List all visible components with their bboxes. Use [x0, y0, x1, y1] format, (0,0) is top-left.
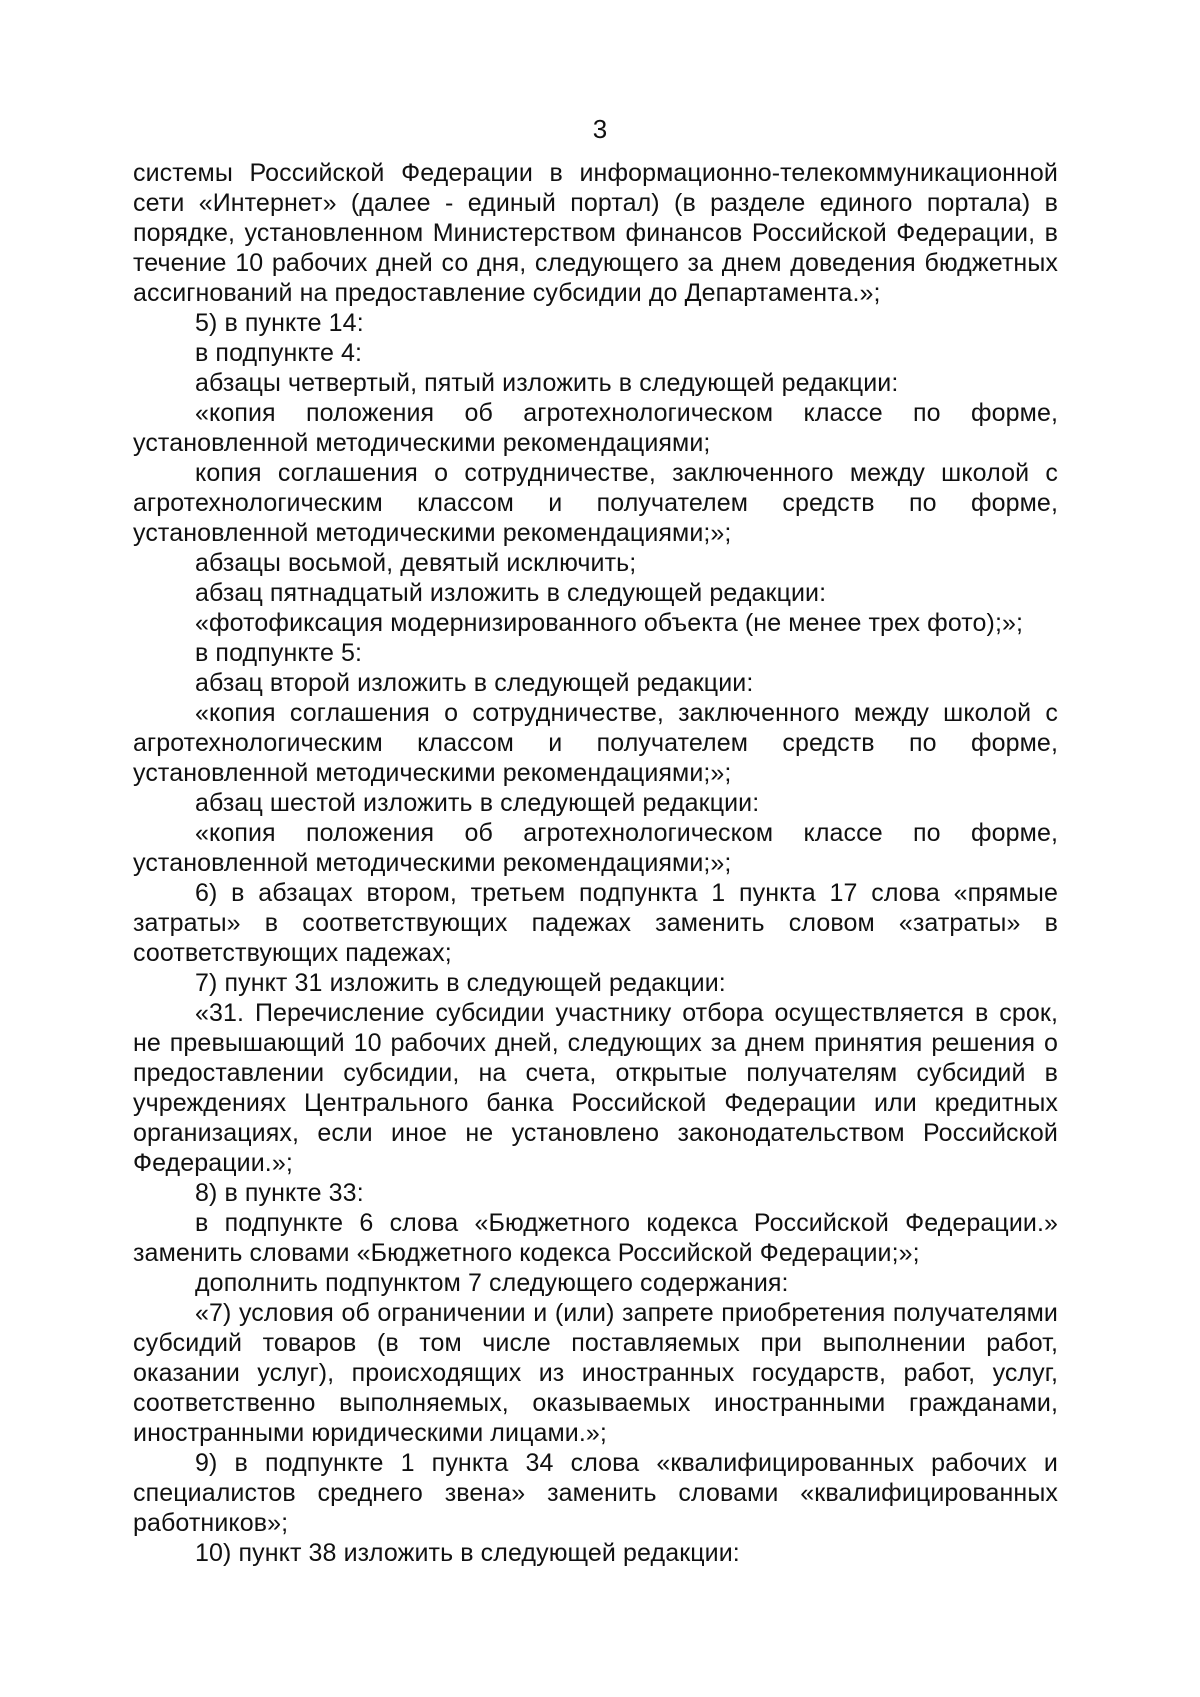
paragraph: «31. Перечисление субсидии участнику отбора осуществляется в срок, не превышающий 10 рабочих дней, следующих за днем принятия решения о предоставлении субсидии, на счета, открытые получателям субсидий в учреждениях Центрального банка Российской Федерации или кредитных организациях, если иное не установлено законодательством Российской Федерации.»; — [133, 999, 1058, 1177]
paragraph: абзацы четвертый, пятый изложить в следующей редакции: — [195, 369, 899, 397]
paragraph: 7) пункт 31 изложить в следующей редакции: — [195, 969, 726, 997]
paragraph: 6) в абзацах втором, третьем подпункта 1 пункта 17 слова «прямые затраты» в соответствующих падежах заменить словом «затраты» в соответствующих падежах; — [133, 879, 1058, 967]
document-body — [133, 158, 1058, 1568]
paragraph: абзац пятнадцатый изложить в следующей редакции: — [195, 579, 827, 607]
paragraph: в подпункте 6 слова «Бюджетного кодекса Российской Федерации.» заменить словами «Бюджетного кодекса Российской Федерации;»; — [133, 1209, 1058, 1267]
paragraph: «7) условия об ограничении и (или) запрете приобретения получателями субсидий товаров (в том числе поставляемых при выполнении работ, оказании услуг), происходящих из иностранных государств, работ, услуг, соответственно выполняемых, оказываемых иностранными гражданами, иностранными юридическими лицами.»; — [133, 1299, 1058, 1447]
paragraph: «копия положения об агротехнологическом классе по форме, установленной методическими рекомендациями; — [133, 399, 1058, 457]
paragraph: абзацы восьмой, девятый исключить; — [195, 549, 637, 577]
paragraph: 10) пункт 38 изложить в следующей редакции: — [195, 1539, 740, 1567]
page-number: 3 — [592, 114, 608, 144]
paragraph: абзац второй изложить в следующей редакции: — [195, 669, 754, 697]
paragraph: «копия положения об агротехнологическом классе по форме, установленной методическими рекомендациями;»; — [133, 819, 1058, 877]
paragraph: 5) в пункте 14: — [195, 309, 364, 337]
paragraph: дополнить подпунктом 7 следующего содержания: — [195, 1269, 789, 1297]
paragraph: 8) в пункте 33: — [195, 1179, 364, 1207]
paragraph: «копия соглашения о сотрудничестве, заключенного между школой с агротехнологическим классом и получателем средств по форме, установленной методическими рекомендациями;»; — [133, 699, 1058, 787]
paragraph-continuation: системы Российской Федерации в информационно-телекоммуникационной сети «Интернет» (далее - единый портал) (в разделе единого портала) в порядке, установленном Министерством финансов Российской Федерации, в течение 10 рабочих дней со дня, следующего за днем доведения бюджетных ассигнований на предоставление субсидии до Департамента.»; — [133, 159, 1058, 307]
paragraph: в подпункте 5: — [195, 639, 363, 667]
paragraph: 9) в подпункте 1 пункта 34 слова «квалифицированных рабочих и специалистов среднего звена» заменить словами «квалифицированных работников»; — [133, 1449, 1058, 1537]
paragraph: «фотофиксация модернизированного объекта (не менее трех фото);»; — [195, 609, 1024, 637]
paragraph: в подпункте 4: — [195, 339, 363, 367]
paragraph: абзац шестой изложить в следующей редакции: — [195, 789, 760, 817]
paragraph: копия соглашения о сотрудничестве, заключенного между школой с агротехнологическим классом и получателем средств по форме, установленной методическими рекомендациями;»; — [133, 459, 1058, 547]
